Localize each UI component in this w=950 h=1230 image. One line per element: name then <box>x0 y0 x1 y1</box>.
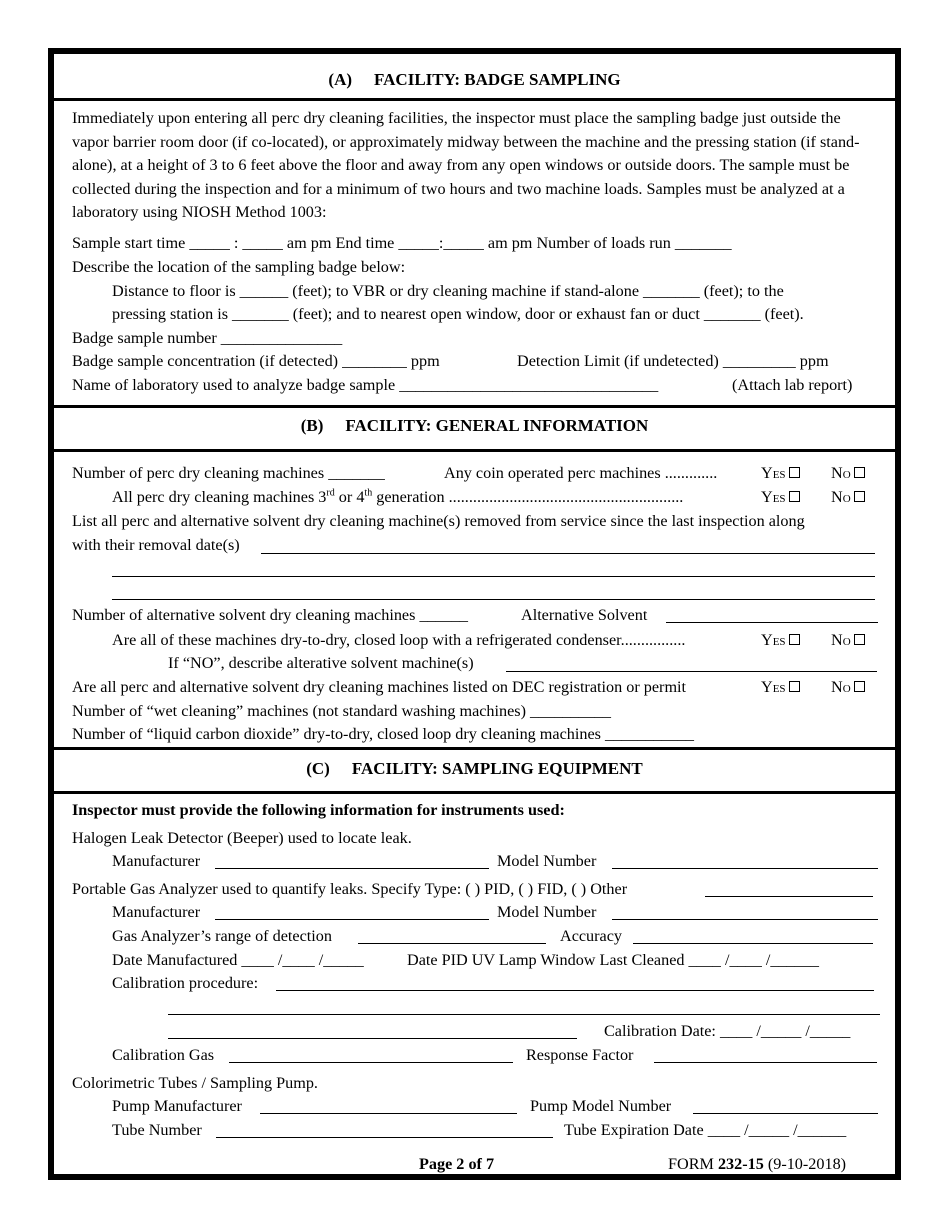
removal-dates-field[interactable] <box>261 553 875 554</box>
page-number: Page 2 of 7 <box>419 1155 495 1173</box>
coin-operated-question: Any coin operated perc machines ............. <box>444 464 718 482</box>
badge-location-prompt: Describe the location of the sampling badge below: <box>72 258 406 276</box>
describe-alt-machine-label: If “NO”, describe alterative solvent machine(s) <box>168 654 474 672</box>
analyzer-manufacturer-field[interactable] <box>215 919 489 920</box>
checkbox-icon[interactable] <box>789 467 800 478</box>
colorimetric-label: Colorimetric Tubes / Sampling Pump. <box>72 1074 318 1092</box>
section-b-body <box>54 449 895 750</box>
no-label: No <box>831 631 851 649</box>
yes-label: Yes <box>761 464 786 482</box>
calibration-date-line[interactable]: Calibration Date: ____ /_____ /_____ <box>604 1022 851 1040</box>
no-label: No <box>831 464 851 482</box>
yes-label: Yes <box>761 678 786 696</box>
closed-loop-question: Are all of these machines dry-to-dry, closed loop with a refrigerated condenser................ <box>112 631 686 649</box>
removal-dates-field-3[interactable] <box>112 599 875 600</box>
section-b-title: FACILITY: GENERAL INFORMATION <box>345 416 649 435</box>
describe-alt-machine-field[interactable] <box>506 671 877 672</box>
tube-number-label: Tube Number <box>112 1121 202 1139</box>
section-c-letter: (C) <box>306 759 330 778</box>
halogen-model-label: Model Number <box>497 852 597 870</box>
removed-machines-question: List all perc and alternative solvent dry cleaning machine(s) removed from service since the last inspection along <box>72 512 805 530</box>
pump-model-field[interactable] <box>693 1113 878 1114</box>
calibration-procedure-field[interactable] <box>276 990 874 991</box>
checkbox-icon[interactable] <box>854 467 865 478</box>
section-a-header <box>54 54 895 98</box>
halogen-model-field[interactable] <box>612 868 878 869</box>
halogen-manufacturer-label: Manufacturer <box>112 852 201 870</box>
analyzer-model-field[interactable] <box>612 919 878 920</box>
dec-registration-question: Are all perc and alternative solvent dry cleaning machines listed on DEC registration or permit <box>72 678 687 696</box>
removal-dates-field-2[interactable] <box>112 576 875 577</box>
dec-registration-no[interactable] <box>831 677 865 697</box>
generation-sup-b: th <box>364 487 373 499</box>
section-a-letter: (A) <box>328 70 353 89</box>
coin-operated-yes[interactable] <box>761 463 800 483</box>
form-page <box>48 48 901 1180</box>
alt-solvent-label: Alternative Solvent <box>521 606 648 624</box>
coin-operated-no[interactable] <box>831 463 865 483</box>
checkbox-icon[interactable] <box>789 634 800 645</box>
accuracy-field[interactable] <box>633 943 873 944</box>
checkbox-icon[interactable] <box>854 491 865 502</box>
generation-question <box>112 487 683 507</box>
removal-dates-label: with their removal date(s) <box>72 536 240 554</box>
wet-cleaning-count-line[interactable]: Number of “wet cleaning” machines (not standard washing machines) __________ <box>72 702 611 720</box>
date-manufactured-line[interactable]: Date Manufactured ____ /____ /_____ <box>112 951 364 969</box>
pump-manufacturer-label: Pump Manufacturer <box>112 1097 242 1115</box>
date-pid-cleaned-line[interactable]: Date PID UV Lamp Window Last Cleaned ____ /____ /______ <box>407 951 819 969</box>
form-date: (9-10-2018) <box>763 1155 847 1173</box>
yes-label: Yes <box>761 488 786 506</box>
generation-text-a: All perc dry cleaning machines 3 <box>112 488 327 506</box>
form-number <box>668 1154 846 1174</box>
generation-sup-a: rd <box>326 487 335 499</box>
checkbox-icon[interactable] <box>789 491 800 502</box>
laboratory-name-line[interactable]: Name of laboratory used to analyze badge sample ________________________________ <box>72 376 659 394</box>
analyzer-manufacturer-label: Manufacturer <box>112 903 201 921</box>
calibration-gas-field[interactable] <box>229 1062 513 1063</box>
generation-text-c: generation .......................................................... <box>372 488 684 506</box>
distance-pressing-line[interactable]: pressing station is _______ (feet); and to nearest open window, door or exhaust fan or duct _______ (feet). <box>112 305 804 323</box>
alt-solvent-field[interactable] <box>666 622 878 623</box>
calibration-procedure-field-3[interactable] <box>168 1038 577 1039</box>
badge-concentration-line[interactable]: Badge sample concentration (if detected) ________ ppm <box>72 352 440 370</box>
sample-time-line[interactable]: Sample start time _____ : _____ am pm End time _____:_____ am pm Number of loads run _______ <box>72 234 732 252</box>
alt-solvent-count-line[interactable]: Number of alternative solvent dry cleaning machines ______ <box>72 606 469 624</box>
range-detection-field[interactable] <box>358 943 546 944</box>
instruments-intro: Inspector must provide the following information for instruments used: <box>72 801 565 819</box>
calibration-procedure-field-2[interactable] <box>168 1014 880 1015</box>
halogen-detector-label: Halogen Leak Detector (Beeper) used to locate leak. <box>72 829 412 847</box>
badge-sample-number-line[interactable]: Badge sample number _______________ <box>72 329 343 347</box>
checkbox-icon[interactable] <box>854 681 865 692</box>
section-c-title: FACILITY: SAMPLING EQUIPMENT <box>351 759 643 778</box>
checkbox-icon[interactable] <box>854 634 865 645</box>
section-a-body <box>54 98 895 408</box>
form-id: 232-15 <box>717 1155 764 1173</box>
badge-instructions: Immediately upon entering all perc dry cleaning facilities, the inspector must place the sampling badge just outside the vapor barrier room door (if co-located), or approximately midway between the machine and the pressing station (if stand-alone), at a height of 3 to 6 feet above the floor and away from any open windows or outside doors. The sample must be collected during the inspection and for a minimum of two hours and two machine loads. Samples must be analyzed at a laboratory using NIOSH Method 1003: <box>72 109 860 222</box>
pump-model-label: Pump Model Number <box>530 1097 672 1115</box>
portable-other-field[interactable] <box>705 896 873 897</box>
tube-expiration-line[interactable]: Tube Expiration Date ____ /_____ /______ <box>564 1121 847 1139</box>
pump-manufacturer-field[interactable] <box>260 1113 517 1114</box>
form-prefix: FORM <box>668 1155 718 1173</box>
section-c-header <box>54 747 895 791</box>
section-b-header <box>54 405 895 449</box>
dec-registration-yes[interactable] <box>761 677 800 697</box>
response-factor-label: Response Factor <box>526 1046 634 1064</box>
generation-no[interactable] <box>831 487 865 507</box>
distance-floor-line[interactable]: Distance to floor is ______ (feet); to VBR or dry cleaning machine if stand-alone _______ (feet); to the <box>112 282 784 300</box>
generation-text-b: or 4 <box>334 488 365 506</box>
range-detection-label: Gas Analyzer’s range of detection <box>112 927 332 945</box>
attach-lab-report-note: (Attach lab report) <box>732 376 853 394</box>
yes-label: Yes <box>761 631 786 649</box>
liquid-co2-count-line[interactable]: Number of “liquid carbon dioxide” dry-to-dry, closed loop dry cleaning machines ___________ <box>72 725 695 743</box>
generation-yes[interactable] <box>761 487 800 507</box>
section-a-title: FACILITY: BADGE SAMPLING <box>374 70 621 89</box>
section-b-letter: (B) <box>300 416 324 435</box>
checkbox-icon[interactable] <box>789 681 800 692</box>
portable-analyzer-label: Portable Gas Analyzer used to quantify leaks. Specify Type: ( ) PID, ( ) FID, ( ) Other <box>72 880 628 898</box>
accuracy-label: Accuracy <box>560 927 623 945</box>
detection-limit-line[interactable]: Detection Limit (if undetected) _________ ppm <box>517 352 829 370</box>
calibration-procedure-label: Calibration procedure: <box>112 974 259 992</box>
closed-loop-no[interactable] <box>831 630 865 650</box>
analyzer-model-label: Model Number <box>497 903 597 921</box>
closed-loop-yes[interactable] <box>761 630 800 650</box>
response-factor-field[interactable] <box>654 1062 877 1063</box>
tube-number-field[interactable] <box>216 1137 553 1138</box>
no-label: No <box>831 488 851 506</box>
halogen-manufacturer-field[interactable] <box>215 868 489 869</box>
no-label: No <box>831 678 851 696</box>
perc-machine-count-line[interactable]: Number of perc dry cleaning machines _______ <box>72 464 385 482</box>
section-c-body <box>54 791 895 1177</box>
calibration-gas-label: Calibration Gas <box>112 1046 215 1064</box>
